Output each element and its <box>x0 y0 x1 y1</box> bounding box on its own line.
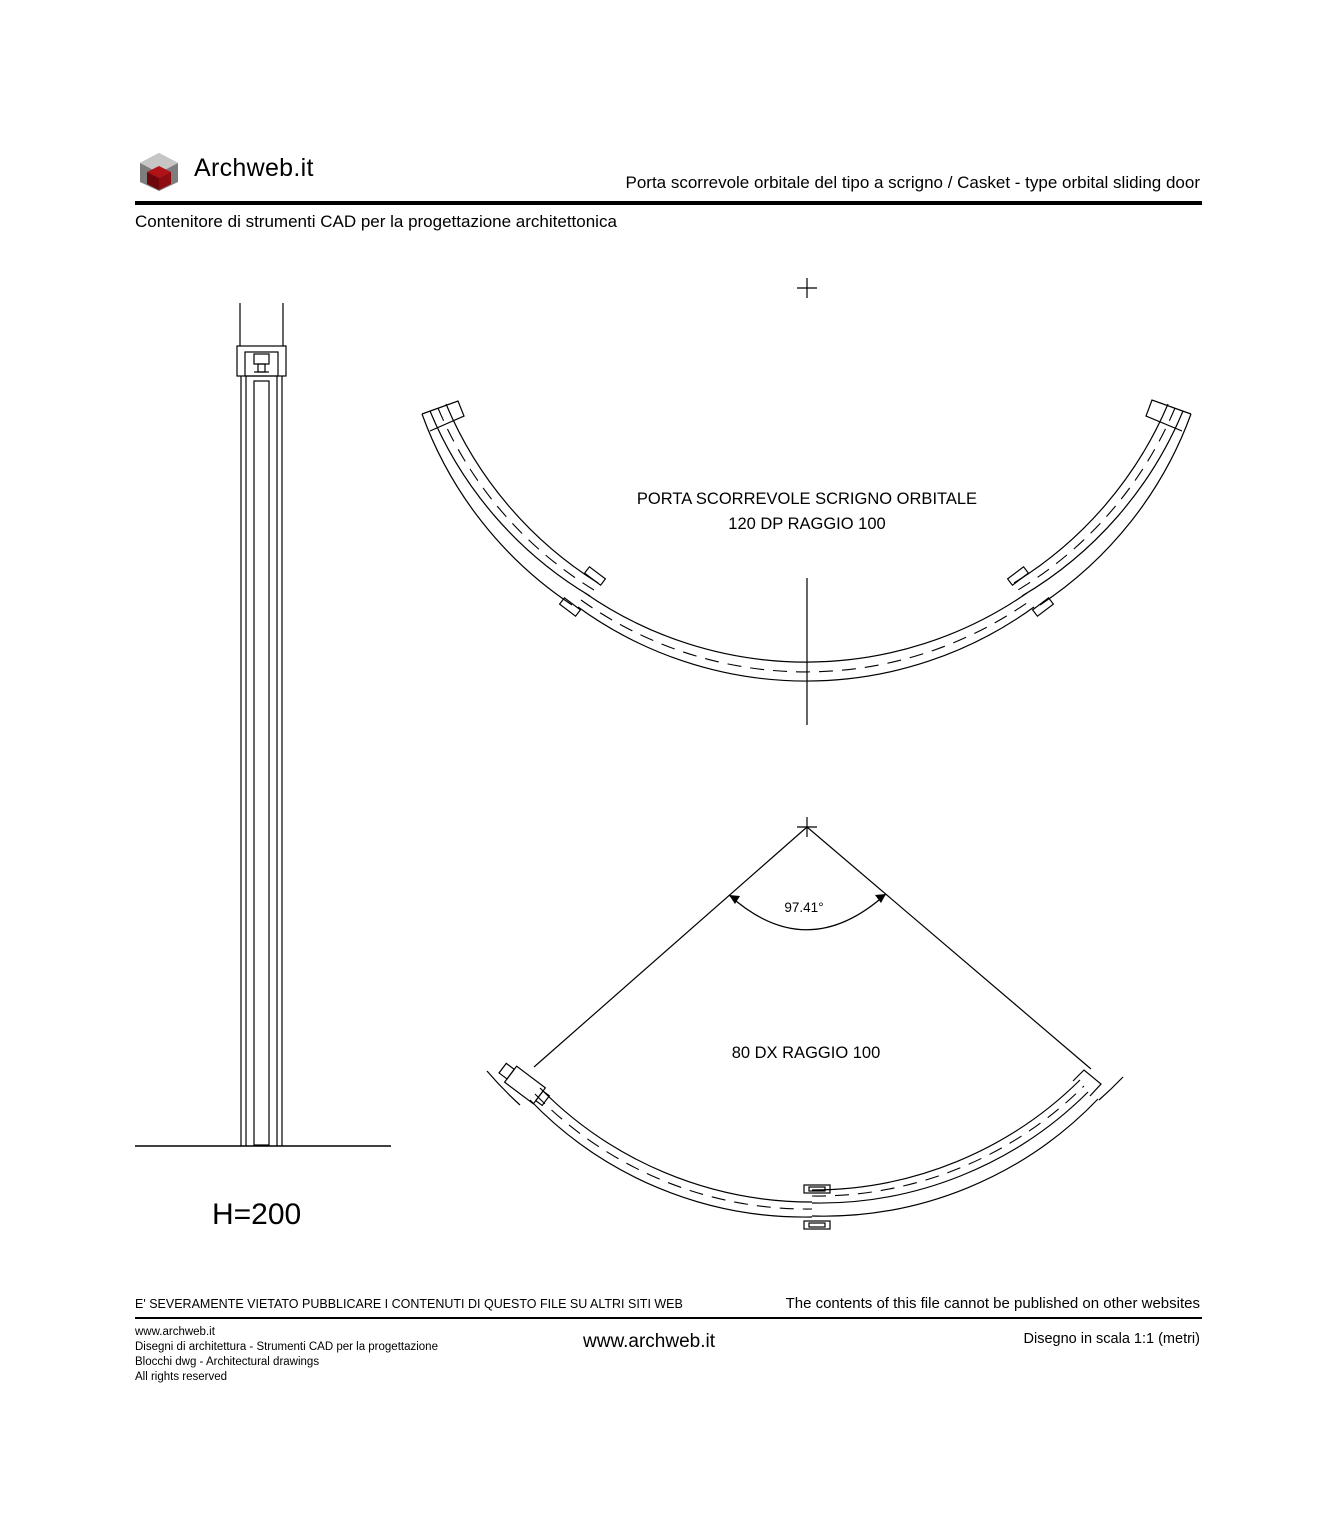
bottom-plan-orbital-door <box>487 817 1123 1229</box>
drawing-title: Porta scorrevole orbitale del tipo a scrigno / Casket - type orbital sliding door <box>625 173 1200 192</box>
radius-line-right <box>807 827 1091 1069</box>
radius-line-left <box>534 827 807 1067</box>
copyright-warning-it: E' SEVERAMENTE VIETATO PUBBLICARE I CONTENUTI DI QUESTO FILE SU ALTRI SITI WEB <box>135 1297 683 1311</box>
center-cross-top <box>797 278 817 298</box>
drawing-scale: Disegno in scala 1:1 (metri) <box>1023 1331 1200 1347</box>
angle-label: 97.41° <box>784 900 824 915</box>
top-plan-orbital-door <box>422 278 1191 725</box>
track-carriage <box>254 354 269 364</box>
tagline: Contenitore di strumenti CAD per la progettazione architettonica <box>135 212 617 231</box>
footer-line-site: www.archweb.it <box>135 1326 215 1338</box>
copyright-warning-en: The contents of this file cannot be published on other websites <box>785 1295 1200 1312</box>
footer-line-rights: All rights reserved <box>135 1371 228 1383</box>
top-plan-label-line1: PORTA SCORREVOLE SCRIGNO ORBITALE <box>636 490 978 508</box>
footer-line-description: Disegni di architettura - Strumenti CAD per la progettazione <box>135 1341 438 1353</box>
height-label: H=200 <box>212 1198 302 1231</box>
door-elevation-section <box>135 303 391 1146</box>
footer-url-link[interactable]: www.archweb.it <box>583 1331 715 1352</box>
footer-line-blocks: Blocchi dwg - Architectural drawings <box>135 1356 320 1368</box>
brand-name: Archweb.it <box>194 154 314 182</box>
bottom-plan-label: 80 DX RAGGIO 100 <box>731 1044 881 1062</box>
door-leaf-section <box>254 381 269 1145</box>
footer-divider <box>135 1317 1202 1319</box>
footer-info <box>135 1325 438 1385</box>
top-plan-label-line2: 120 DP RAGGIO 100 <box>728 515 886 533</box>
